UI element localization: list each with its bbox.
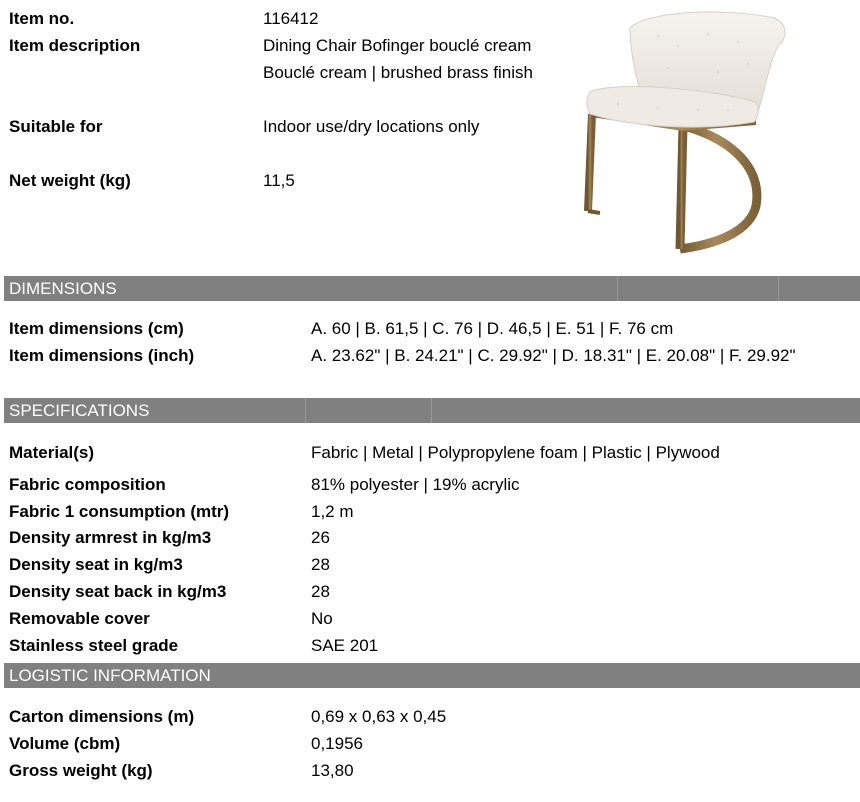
value-dimensions-cm: A. 60 | B. 61,5 | C. 76 | D. 46,5 | E. 51 | F. 76 cm (311, 319, 674, 338)
value-materials: Fabric | Metal | Polypropylene foam | Plastic | Plywood (311, 443, 720, 462)
value-suitable-for: Indoor use/dry locations only (263, 117, 480, 136)
spec-row-density-seat (0, 551, 860, 578)
header-divider (431, 398, 432, 423)
value-item-description: Dining Chair Bofinger bouclé cream (263, 36, 532, 55)
label-density-seat: Density seat in kg/m3 (9, 555, 183, 574)
value-item-finish: Bouclé cream | brushed brass finish (263, 63, 533, 82)
section-title-dimensions: DIMENSIONS (9, 279, 117, 298)
label-dimensions-inch: Item dimensions (inch) (9, 346, 195, 365)
section-header-logistic (4, 663, 860, 688)
value-density-seat-back: 28 (311, 582, 330, 601)
label-gross-weight: Gross weight (kg) (9, 761, 153, 780)
dining-chair-photo-icon (578, 6, 790, 256)
logistic-row-carton (0, 703, 860, 730)
value-dimensions-inch: A. 23.62" | B. 24.21" | C. 29.92" | D. 18.31" | E. 20.08" | F. 29.92" (311, 346, 796, 365)
label-density-armrest: Density armrest in kg/m3 (9, 528, 212, 547)
label-removable-cover: Removable cover (9, 609, 150, 628)
value-density-seat: 28 (311, 555, 330, 574)
label-fabric-composition: Fabric composition (9, 475, 166, 494)
value-density-armrest: 26 (311, 528, 330, 547)
label-density-seat-back: Density seat back in kg/m3 (9, 582, 227, 601)
section-header-dimensions (4, 276, 860, 301)
section-title-logistic: LOGISTIC INFORMATION (9, 666, 211, 685)
label-dimensions-cm: Item dimensions (cm) (9, 319, 184, 338)
spec-row-materials (0, 439, 860, 466)
spec-row-steel-grade (0, 632, 860, 659)
label-item-no: Item no. (9, 9, 75, 28)
value-removable-cover: No (311, 609, 333, 628)
section-header-specifications (4, 398, 860, 423)
value-steel-grade: SAE 201 (311, 636, 379, 655)
value-net-weight: 11,5 (263, 171, 295, 190)
logistic-row-gross-weight (0, 757, 860, 784)
label-materials: Material(s) (9, 443, 95, 462)
spec-row-removable-cover (0, 605, 860, 632)
value-gross-weight: 13,80 (311, 761, 354, 780)
spec-row-density-seat-back (0, 578, 860, 605)
label-net-weight: Net weight (kg) (9, 171, 131, 190)
label-item-description: Item description (9, 36, 141, 55)
spec-row-density-armrest (0, 524, 860, 551)
spec-row-fabric-consumption (0, 498, 860, 525)
value-carton-dimensions: 0,69 x 0,63 x 0,45 (311, 707, 447, 726)
logistic-row-volume (0, 730, 860, 757)
label-volume: Volume (cbm) (9, 734, 121, 753)
dimensions-row-cm (0, 315, 860, 342)
dimensions-row-inch (0, 342, 860, 369)
header-divider (617, 276, 618, 301)
value-fabric-composition: 81% polyester | 19% acrylic (311, 475, 520, 494)
header-divider (305, 398, 306, 423)
value-item-no: 116412 (263, 9, 319, 28)
value-volume: 0,1956 (311, 734, 363, 753)
header-divider (778, 276, 779, 301)
label-fabric-consumption: Fabric 1 consumption (mtr) (9, 502, 230, 521)
spec-row-fabric-composition (0, 471, 860, 498)
label-carton-dimensions: Carton dimensions (m) (9, 707, 195, 726)
label-steel-grade: Stainless steel grade (9, 636, 179, 655)
section-title-specifications: SPECIFICATIONS (9, 401, 150, 420)
value-fabric-consumption: 1,2 m (311, 502, 354, 521)
label-suitable-for: Suitable for (9, 117, 103, 136)
